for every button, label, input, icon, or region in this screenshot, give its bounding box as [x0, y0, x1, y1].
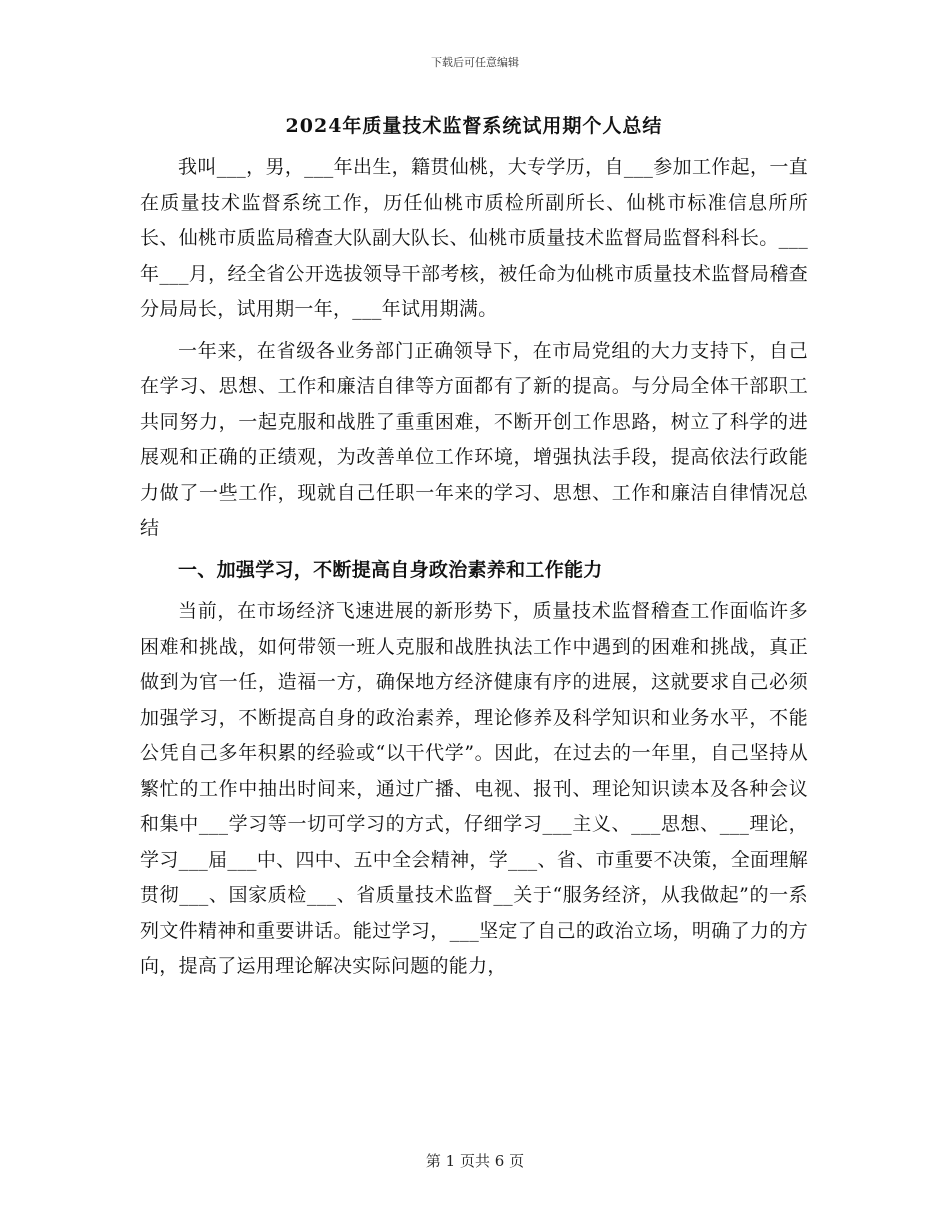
- section-heading-study: 一、加强学习，不断提高自身政治素养和工作能力: [178, 558, 603, 581]
- paragraph-study: 当前，在市场经济飞速进展的新形势下，质量技术监督稽查工作面临许多困难和挑战，如何带领一班人克服和战胜执法工作中遇到的困难和挑战，真正做到为官一任，造福一方，确保地方经济健康有序的进展，这就要求自己必须加强学习，不断提高自身的政治素养，理论修养及科学知识和业务水平，不能公凭自己多年积累的经验或“以干代学”。因此，在过去的一年里，自己坚持从繁忙的工作中抽出时间来，通过广播、电视、报刊、理论知识读本及各种会议和集中___学习等一切可学习的方式，仔细学习___主义、___思想、___理论，学习___届___中、四中、五中全会精神，学___、省、市重要不决策，全面理解贯彻___、国家质检___、省质量技术监督__关于“服务经济，从我做起”的一系列文件精神和重要讲话。能过学习，___坚定了自己的政治立场，明确了力的方向，提高了运用理论解决实际问题的能力，: [140, 600, 808, 977]
- document-body: [140, 108, 808, 991]
- paragraph-intro: 我叫___，男，___年出生，籍贯仙桃，大专学历，自___参加工作起，一直在质量技术监督系统工作，历任仙桃市质检所副所长、仙桃市标准信息所所长、仙桃市质监局稽查大队副大队长、仙桃市质量技术监督局监督科科长。___年___月，经全省公开选拔领导干部考核，被任命为仙桃市质量技术监督局稽查分局局长，试用期一年，___年试用期满。: [140, 156, 808, 320]
- document-title: 2024年质量技术监督系统试用期个人总结: [285, 115, 663, 137]
- page-number: 第 1 页共 6 页: [425, 1152, 525, 1170]
- page-header-note: 下载后可任意编辑: [431, 56, 519, 69]
- paragraph-overview: 一年来，在省级各业务部门正确领导下，在市局党组的大力支持下，自己在学习、思想、工作和廉洁自律等方面都有了新的提高。与分局全体干部职工共同努力，一起克服和战胜了重重困难，不断开创工作思路，树立了科学的进展观和正确的正绩观，为改善单位工作环境，增强执法手段，提高依法行政能力做了一些工作，现就自己任职一年来的学习、思想、工作和廉洁自律情况总结: [140, 339, 808, 539]
